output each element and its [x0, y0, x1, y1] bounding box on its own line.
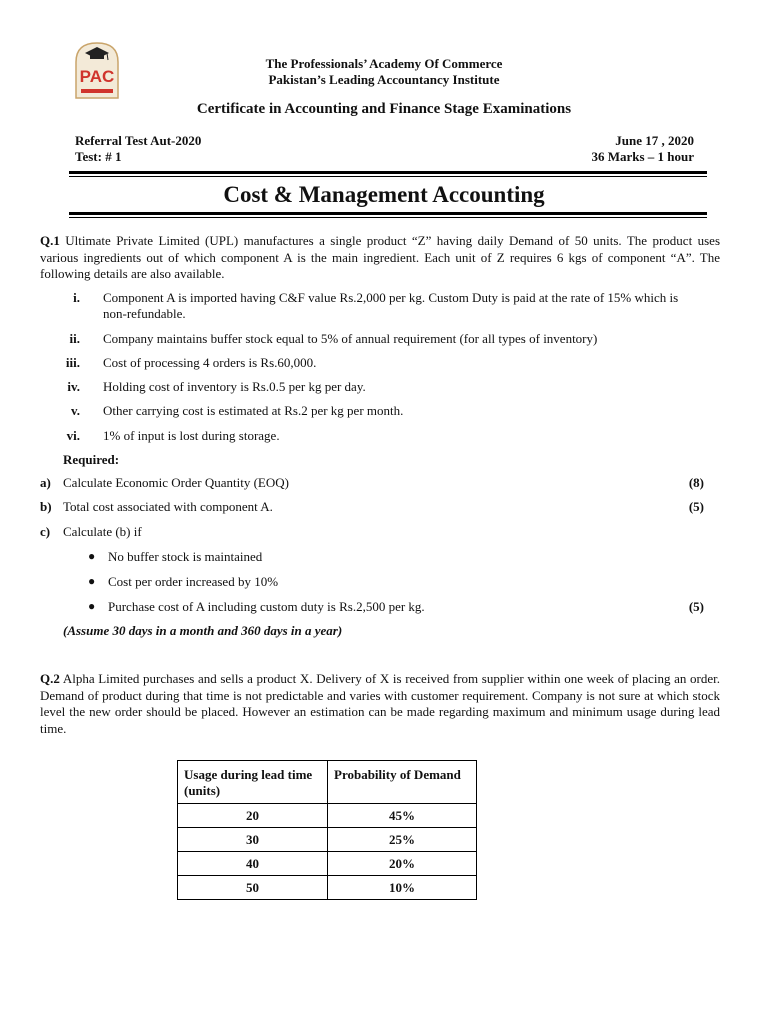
- part-text: Total cost associated with component A.: [63, 499, 273, 514]
- test-name: Referral Test Aut-2020: [75, 133, 202, 148]
- part-text: Calculate Economic Order Quantity (EOQ): [63, 475, 289, 490]
- test-number: Test: # 1: [75, 149, 122, 164]
- logo-text: PAC: [79, 67, 115, 86]
- detail-num: v.: [70, 403, 80, 418]
- usage-cell: 20: [178, 804, 328, 828]
- detail-num: iii.: [65, 355, 80, 370]
- usage-cell: 30: [178, 828, 328, 852]
- header-probability: Probability of Demand: [328, 761, 477, 804]
- part-marks: (8): [688, 475, 704, 490]
- q2-intro: [40, 671, 720, 737]
- institute-name: The Professionals’ Academy Of Commerce: [265, 56, 503, 71]
- bullet-icon: ●: [88, 549, 96, 563]
- demand-probability-table: [177, 760, 477, 900]
- q1-intro: [40, 233, 720, 283]
- detail-text: Component A is imported having C&F value Rs.2,000 per kg. Custom Duty is paid at the rate of 15% which is non-refundable.: [103, 290, 679, 321]
- divider-bottom-thin: [69, 217, 707, 218]
- bullet-marks: (5): [688, 599, 704, 614]
- detail-text: 1% of input is lost during storage.: [103, 428, 280, 443]
- detail-text: Cost of processing 4 orders is Rs.60,000.: [103, 355, 317, 370]
- bullet-icon: ●: [88, 574, 96, 588]
- header-usage: Usage during lead time (units): [178, 761, 328, 804]
- probability-cell: 25%: [328, 828, 477, 852]
- test-date: June 17 , 2020: [615, 133, 694, 148]
- required-label: Required:: [63, 452, 120, 467]
- part-text: Calculate (b) if: [63, 524, 142, 539]
- bullet-text: No buffer stock is maintained: [108, 549, 263, 564]
- usage-cell: 40: [178, 852, 328, 876]
- detail-text: Company maintains buffer stock equal to 5% of annual requirement (for all types of inventory): [103, 331, 598, 346]
- divider-top-thin: [69, 176, 707, 177]
- bullet-text: Cost per order increased by 10%: [108, 574, 279, 589]
- bullet-icon: ●: [88, 599, 96, 613]
- detail-num: i.: [73, 290, 80, 305]
- usage-cell: 50: [178, 876, 328, 900]
- detail-num: ii.: [69, 331, 80, 346]
- bullet-text: Purchase cost of A including custom duty is Rs.2,500 per kg.: [108, 599, 425, 614]
- q1-assumption: (Assume 30 days in a month and 360 days in a year): [63, 623, 343, 638]
- divider-bottom: [69, 212, 707, 215]
- q2-intro-text: Alpha Limited purchases and sells a product X. Delivery of X is received from supplier within one week of placing an order. Demand of product during that time is not predictable and varies with customer requirement. Company is not sure at which stock level the new order should be placed. However an estimation can be made regarding maximum and minimum usage during lead time.: [40, 671, 720, 736]
- table-header-row: [178, 761, 477, 804]
- detail-text: Other carrying cost is estimated at Rs.2 per kg per month.: [103, 403, 404, 418]
- table-row: [178, 876, 477, 900]
- q1-intro-text: Ultimate Private Limited (UPL) manufactures a single product “Z” having daily Demand of 50 units. The product uses various ingredients out of which component A is the main ingredient. Each unit of Z requires 6 kgs of component “A”. The following details are also available.: [40, 233, 720, 281]
- subject-title: Cost & Management Accounting: [223, 182, 545, 207]
- probability-cell: 20%: [328, 852, 477, 876]
- detail-num: vi.: [66, 428, 80, 443]
- part-label: c): [40, 524, 51, 539]
- detail-num: iv.: [67, 379, 80, 394]
- marks-time: 36 Marks – 1 hour: [591, 149, 694, 164]
- detail-text: Holding cost of inventory is Rs.0.5 per kg per day.: [103, 379, 366, 394]
- probability-cell: 45%: [328, 804, 477, 828]
- table-row: [178, 828, 477, 852]
- institute-tagline: Pakistan’s Leading Accountancy Institute: [268, 72, 500, 87]
- q1-label: Q.1: [40, 233, 60, 248]
- q2-label: Q.2: [40, 671, 60, 686]
- table-row: [178, 804, 477, 828]
- part-marks: (5): [688, 499, 704, 514]
- probability-cell: 10%: [328, 876, 477, 900]
- table-row: [178, 852, 477, 876]
- divider-top: [69, 171, 707, 174]
- part-label: a): [40, 475, 51, 490]
- part-label: b): [40, 499, 52, 514]
- certificate-title: Certificate in Accounting and Finance Stage Examinations: [196, 101, 572, 117]
